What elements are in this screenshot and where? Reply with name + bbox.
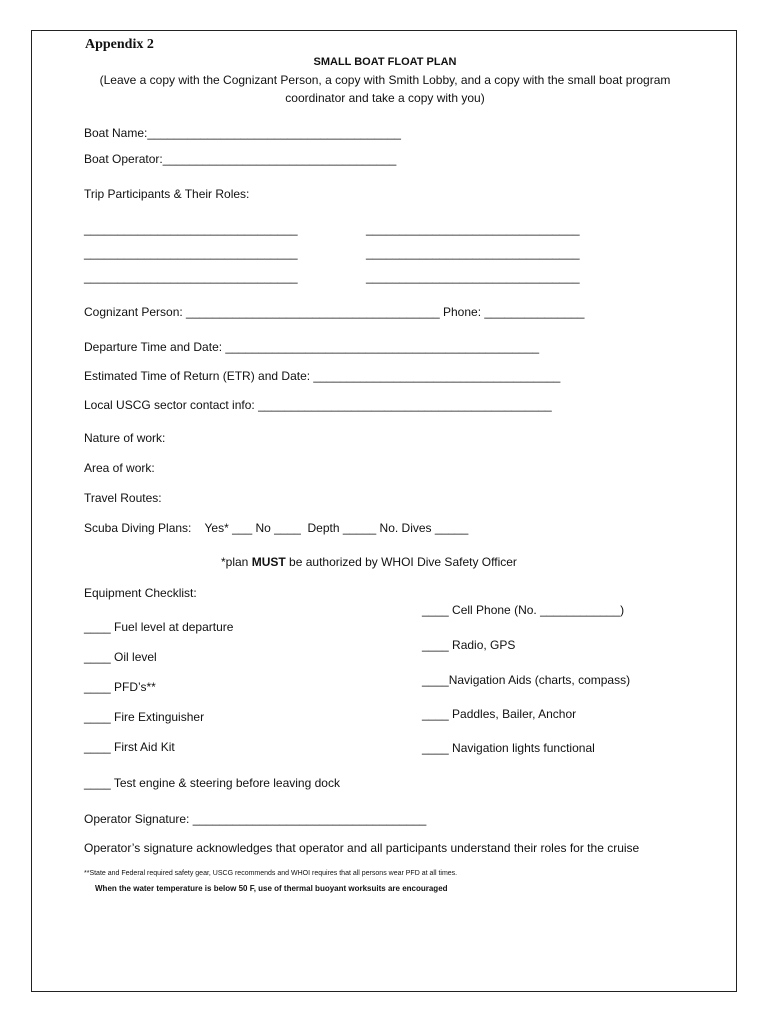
checklist-radio-gps[interactable]: ____ Radio, GPS (422, 638, 516, 652)
checklist-navigation-lights[interactable]: ____ Navigation lights functional (422, 741, 595, 755)
checklist-first-aid[interactable]: ____ First Aid Kit (84, 740, 175, 754)
etr-field[interactable]: Estimated Time of Return (ETR) and Date: _____________________________________ (84, 369, 561, 383)
form-title: SMALL BOAT FLOAT PLAN (313, 56, 457, 68)
participant-line-right-3[interactable]: ________________________________ (366, 270, 580, 284)
participant-line-right-1[interactable]: ________________________________ (366, 222, 580, 236)
footnote-safety-gear: **State and Federal required safety gear, USCG recommends and WHOI requires that all persons wear PFD at all times. (84, 870, 458, 877)
cognizant-person-field[interactable]: Cognizant Person: ______________________________________ Phone: _______________ (84, 305, 585, 319)
checklist-cell-phone[interactable]: ____ Cell Phone (No. ____________) (422, 603, 625, 617)
departure-field[interactable]: Departure Time and Date: _______________________________________________ (84, 340, 540, 354)
participant-line-left-1[interactable]: ________________________________ (84, 222, 298, 236)
checklist-fuel[interactable]: ____ Fuel level at departure (84, 620, 234, 634)
instructions-line-2: coordinator and take a copy with you) (285, 91, 485, 105)
participant-line-left-3[interactable]: ________________________________ (84, 270, 298, 284)
boat-name-field[interactable]: Boat Name:______________________________________ (84, 126, 401, 140)
nature-of-work-label: Nature of work: (84, 431, 166, 445)
boat-operator-field[interactable]: Boat Operator:___________________________________ (84, 152, 397, 166)
checklist-test-engine[interactable]: ____ Test engine & steering before leaving dock (84, 776, 340, 790)
checklist-pfd[interactable]: ____ PFD’s** (84, 680, 156, 694)
checklist-paddles[interactable]: ____ Paddles, Bailer, Anchor (422, 707, 577, 721)
travel-routes-label: Travel Routes: (84, 491, 162, 505)
trip-participants-label: Trip Participants & Their Roles: (84, 187, 250, 201)
instructions-line-1: (Leave a copy with the Cognizant Person, a copy with Smith Lobby, and a copy with the small boat program (99, 73, 671, 87)
operator-signature-field[interactable]: Operator Signature: ___________________________________ (84, 812, 427, 826)
equipment-checklist-title: Equipment Checklist: (84, 586, 197, 600)
uscg-contact-field[interactable]: Local USCG sector contact info: ____________________________________________ (84, 398, 552, 412)
appendix-label: Appendix 2 (85, 37, 154, 52)
participant-line-left-2[interactable]: ________________________________ (84, 246, 298, 260)
signature-acknowledgement: Operator’s signature acknowledges that operator and all participants understand their roles for the cruise (84, 841, 640, 855)
participant-line-right-2[interactable]: ________________________________ (366, 246, 580, 260)
checklist-fire-extinguisher[interactable]: ____ Fire Extinguisher (84, 710, 205, 724)
area-of-work-label: Area of work: (84, 461, 155, 475)
checklist-navigation-aids[interactable]: ____Navigation Aids (charts, compass) (422, 673, 631, 687)
footnote-water-temperature: When the water temperature is below 50 F, use of thermal buoyant worksuits are encouraged (95, 884, 448, 893)
checklist-oil[interactable]: ____ Oil level (84, 650, 157, 664)
dive-authorization-note: *plan MUST be authorized by WHOI Dive Safety Officer (221, 555, 517, 569)
scuba-plans-field[interactable]: Scuba Diving Plans: Yes* ___ No ____ Depth _____ No. Dives _____ (84, 521, 469, 535)
